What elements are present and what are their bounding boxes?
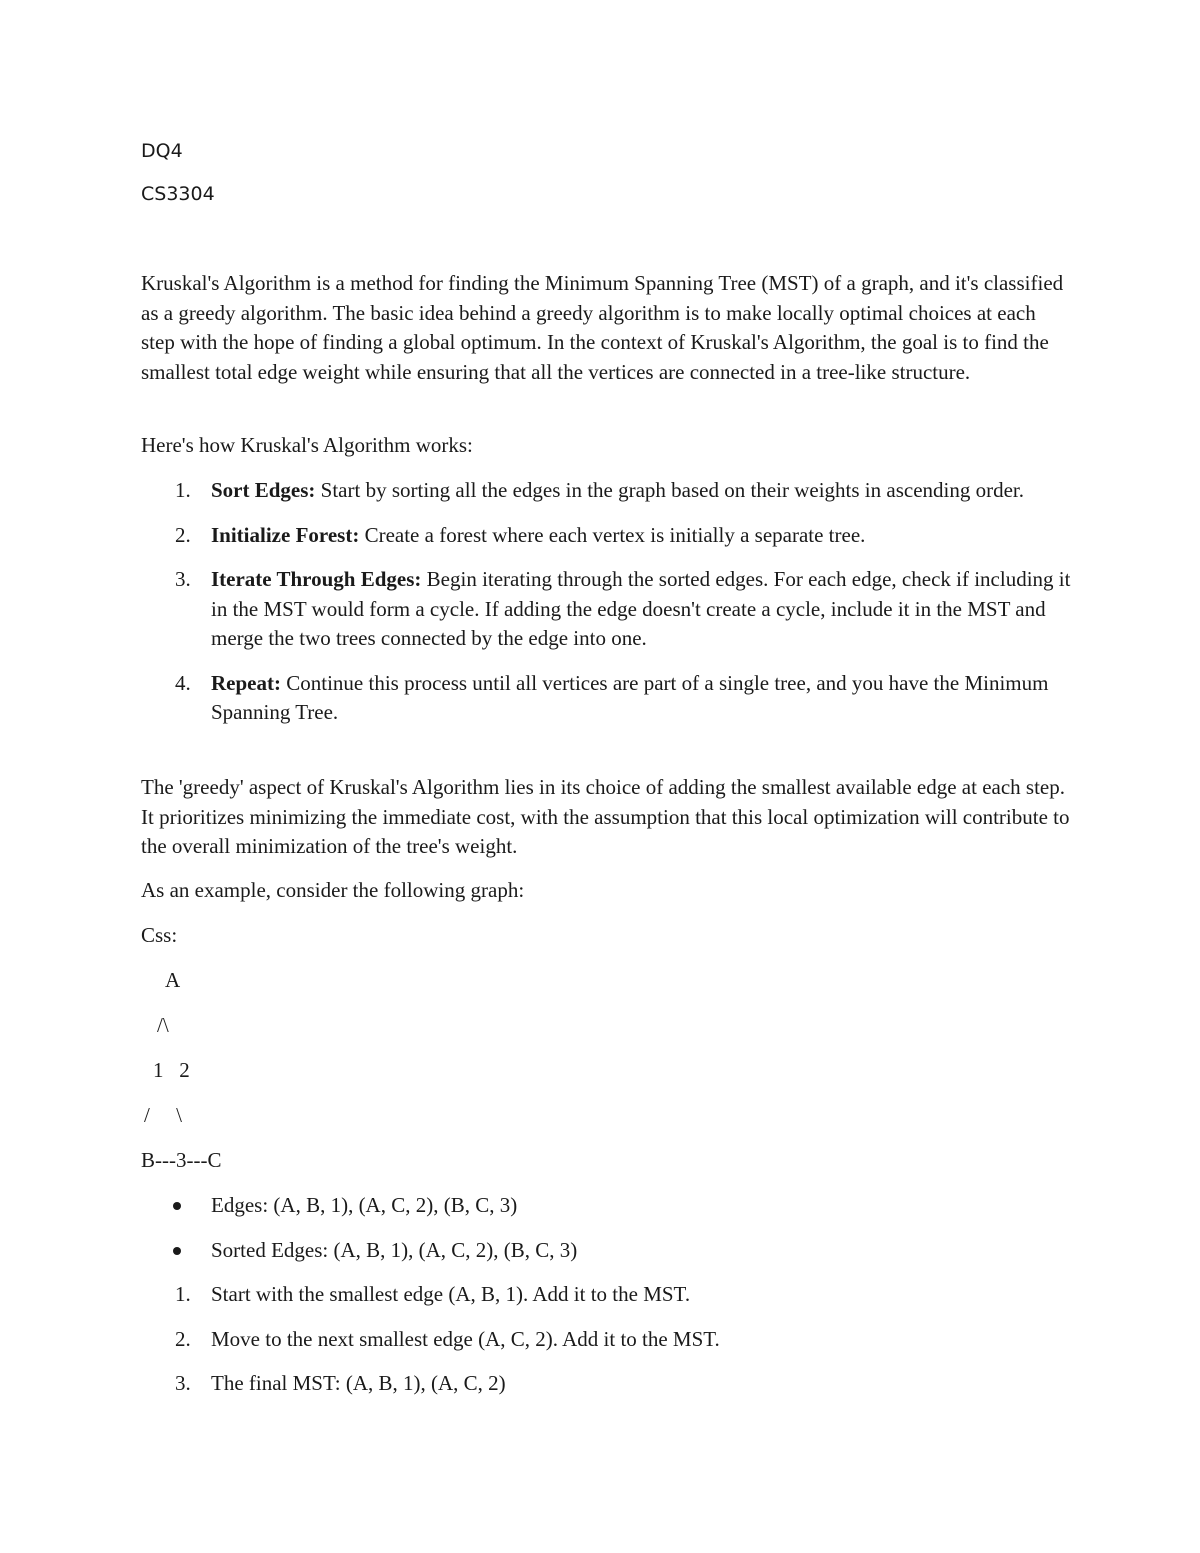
step-text: Start by sorting all the edges in the graph based on their weights in ascending order.	[315, 478, 1025, 502]
document-title: DQ4	[141, 140, 183, 162]
mst-step-text: Move to the next smallest edge (A, C, 2). Add it to the MST.	[211, 1326, 720, 1351]
step-term: Repeat:	[211, 670, 281, 695]
step-number: 4.	[175, 670, 191, 695]
mst-step-number: 2.	[175, 1326, 191, 1351]
bullet-text: Sorted Edges: (A, B, 1), (A, C, 2), (B, C, 3)	[211, 1237, 578, 1262]
bullet-item	[141, 1191, 1071, 1221]
step-item	[141, 521, 1071, 551]
graph-art-vertex-a: A	[165, 968, 181, 992]
code-label: Css:	[141, 923, 178, 947]
mst-step-number: 1.	[175, 1282, 191, 1306]
step-term: Sort Edges:	[211, 478, 316, 502]
mst-step-item	[141, 1369, 1071, 1399]
graph-art-weights: 1 2	[153, 1058, 190, 1082]
bullet-dot	[173, 1247, 181, 1255]
intro-paragraph: Kruskal's Algorithm is a method for finding the Minimum Spanning Tree (MST) of a graph, and it's classified as a greedy algorithm. The basic idea behind a greedy algorithm is to make locally optimal choices at each step with the hope of finding a global optimum. In the context of Kruskal's Algorithm, the goal is to find the smallest total edge weight while ensuring that all the vertices are connected in a tree-like structure.	[141, 271, 1064, 384]
graph-art-edges-top: /\	[157, 1013, 169, 1037]
step-item	[141, 669, 1071, 728]
example-intro: As an example, consider the following graph:	[141, 878, 525, 902]
step-number: 3.	[175, 567, 191, 591]
how-heading: Here's how Kruskal's Algorithm works:	[141, 433, 473, 457]
edge-bullet-list	[141, 1191, 1071, 1280]
bullet-dot	[173, 1202, 181, 1210]
mst-step-item	[141, 1325, 1071, 1355]
mst-step-number: 3.	[175, 1371, 191, 1395]
step-item	[141, 565, 1071, 654]
bullet-text: Edges: (A, B, 1), (A, C, 2), (B, C, 3)	[211, 1193, 518, 1217]
step-text: Continue this process until all vertices are part of a single tree, and you have the Minimum Spanning Tree.	[211, 670, 1049, 724]
graph-art-edges-bottom: / \	[144, 1103, 182, 1127]
steps-list	[141, 476, 1071, 743]
course-code: CS3304	[141, 183, 215, 205]
step-term: Initialize Forest:	[211, 522, 360, 547]
step-text: Create a forest where each vertex is initially a separate tree.	[359, 522, 866, 547]
step-text: Begin iterating through the sorted edges. For each edge, check if including it in the MST would form a cycle. If adding the edge doesn't create a cycle, include it in the MST and merge the two trees connected by the edge into one.	[211, 567, 1071, 650]
greedy-paragraph: The 'greedy' aspect of Kruskal's Algorithm lies in its choice of adding the smallest available edge at each step. It prioritizes minimizing the immediate cost, with the assumption that this local optimization will contribute to the overall minimization of the tree's weight.	[141, 775, 1070, 858]
step-term: Iterate Through Edges:	[211, 567, 422, 591]
step-number: 1.	[175, 478, 191, 502]
step-number: 2.	[175, 522, 191, 547]
mst-steps-list	[141, 1280, 1071, 1414]
step-item	[141, 476, 1071, 506]
bullet-item	[141, 1236, 1071, 1266]
mst-step-item	[141, 1280, 1071, 1310]
mst-step-text: Start with the smallest edge (A, B, 1). Add it to the MST.	[211, 1282, 691, 1306]
graph-art-base: B---3---C	[141, 1148, 222, 1172]
mst-step-text: The final MST: (A, B, 1), (A, C, 2)	[211, 1371, 506, 1395]
